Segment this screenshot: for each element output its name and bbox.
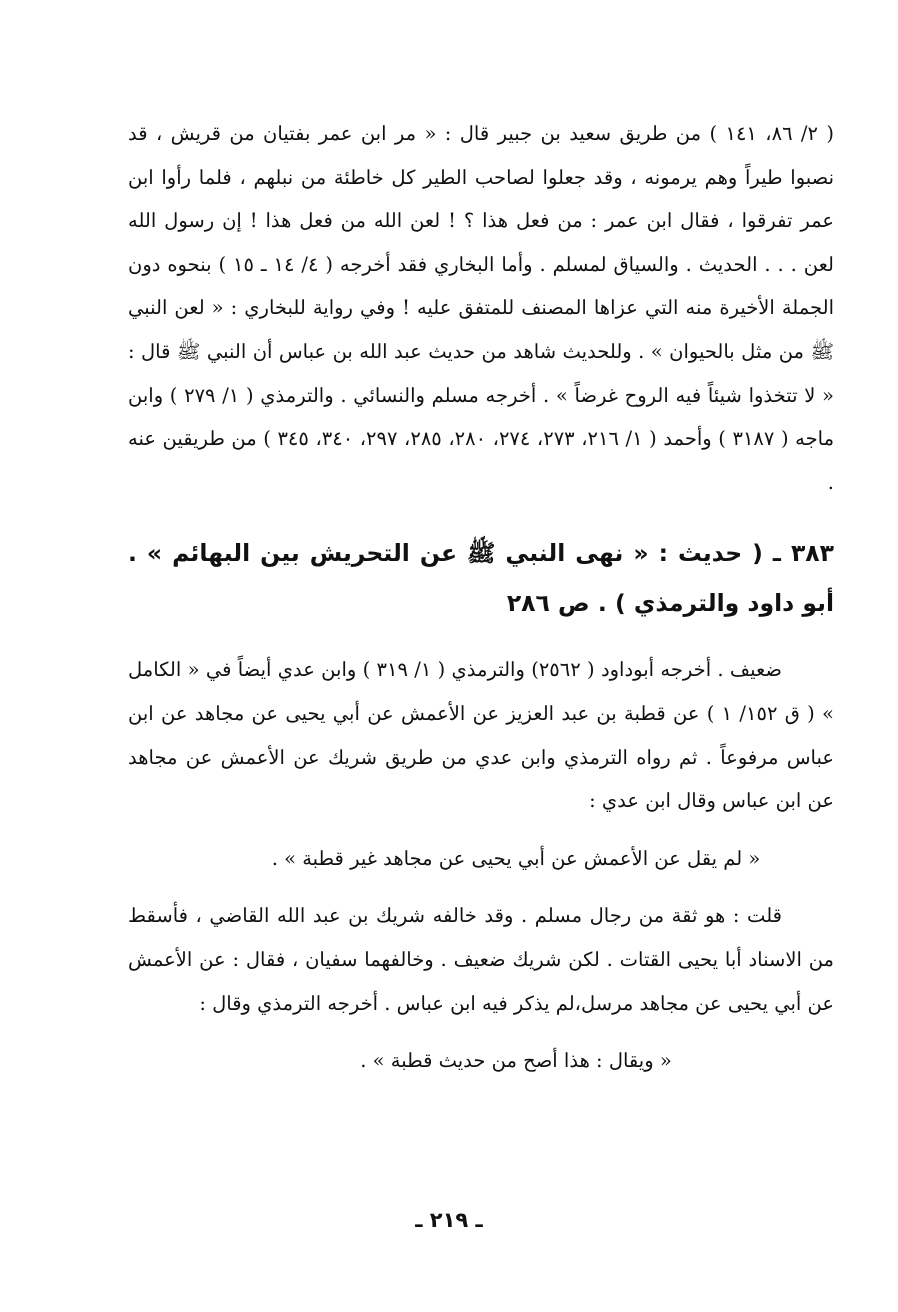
page-body [128,112,834,1097]
hadith-heading-383: ٣٨٣ ـ ( حديث : « نهى النبي ﷺ عن التحريش بين البهائم » . أبو داود والترمذي ) . ص ٢٨٦ [128,539,834,618]
paragraph-grading: ضعيف . أخرجه أبوداود ( ٢٥٦٢) والترمذي ( ١/ ٣١٩ ) وابن عدي أيضاً في « الكامل » ( ق ١٥٢/ ١ ) عن قطبة بن عبد العزيز عن الأعمش عن أبي يحيى عن مجاهد عن ابن عباس مرفوعاً . ثم رواه الترمذي وابن عدي من طريق شريك عن الأعمش عن مجاهد عن ابن عباس وقال ابن عدي : [128,658,834,813]
paragraph-takhrij-continued: ( ٢/ ٨٦، ١٤١ ) من طريق سعيد بن جبير قال : « مر ابن عمر بفتيان من قريش ، قد نصبوا طيراً وهم يرمونه ، وقد جعلوا لصاحب الطير كل خاطئة من نبلهم ، فلما رأوا ابن عمر تفرقوا ، فقال ابن عمر : من فعل هذا ؟ ! لعن الله من فعل هذا ! إن رسول الله لعن . . . الحديث . والسياق لمسلم . وأما البخاري فقد أخرجه ( ٤/ ١٤ ـ ١٥ ) بنحوه دون الجملة الأخيرة منه التي عزاها المصنف للمتفق عليه ! وفي رواية للبخاري : « لعن النبي ﷺ من مثل بالحيوان » . وللحديث شاهد من حديث عبد الله بن عباس أن النبي ﷺ قال : « لا تتخذوا شيئاً فيه الروح غرضاً » . أخرجه مسلم والنسائي . والترمذي ( ١/ ٢٧٩ ) وابن ماجه ( ٣١٨٧ ) وأحمد ( ١/ ٢١٦، ٢٧٣، ٢٧٤، ٢٨٠، ٢٨٥، ٢٩٧، ٣٤٠، ٣٤٥ ) من طريقين عنه . [128,122,835,494]
quote-ibn-adi: « لم يقل عن الأعمش عن أبي يحيى عن مجاهد غير قطبة » . [271,846,761,870]
page-number: ـ ٢١٩ ـ [415,1208,483,1232]
quote-tirmidhi: « ويقال : هذا أصح من حديث قطبة » . [360,1049,672,1073]
paragraph-commentary: قلت : هو ثقة من رجال مسلم . وقد خالفه شريك بن عبد الله القاضي ، فأسقط من الاسناد أبا يحيى القتات . لكن شريك ضعيف . وخالفهما سفيان ، فقال : عن الأعمش عن أبي يحيى عن مجاهد مرسل،لم يذكر فيه ابن عباس . أخرجه الترمذي وقال : [128,904,834,1015]
